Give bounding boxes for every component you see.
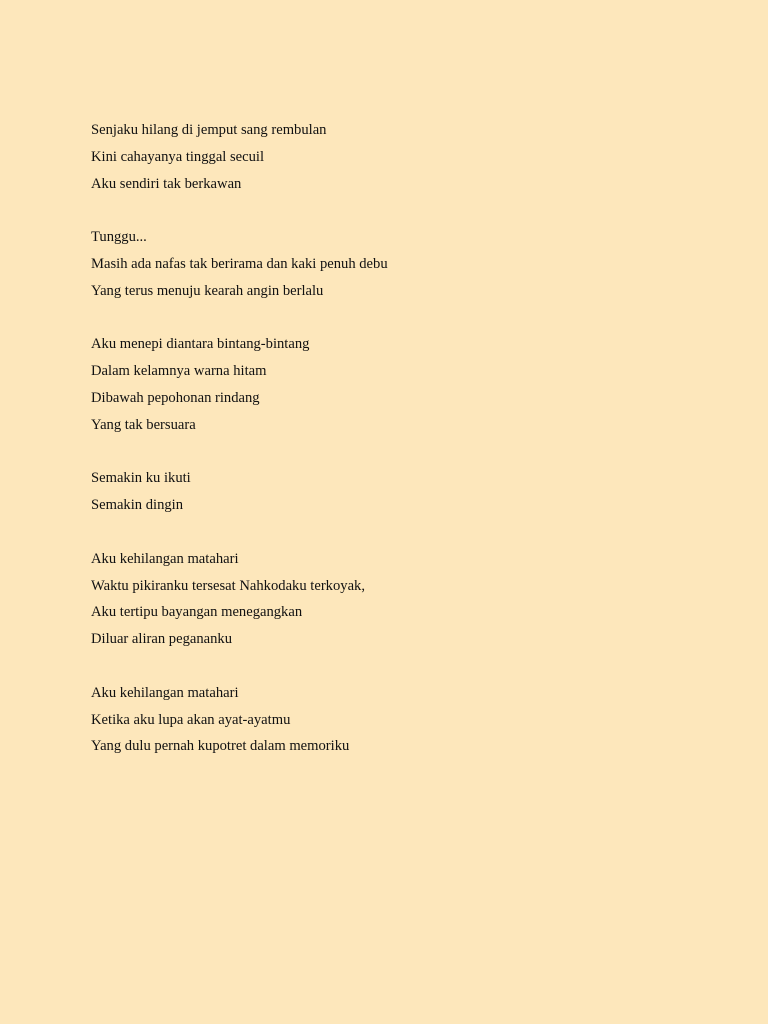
poem-line: Dibawah pepohonan rindang [91, 389, 260, 406]
stanza-2 [91, 224, 711, 304]
poem-line: Aku kehilangan matahari [91, 684, 239, 701]
poem-line: Ketika aku lupa akan ayat-ayatmu [91, 711, 291, 728]
stanza-3 [91, 331, 711, 438]
poem-line: Tunggu... [91, 229, 147, 246]
poem-line: Aku kehilangan matahari [91, 550, 239, 567]
poem [91, 117, 711, 787]
stanza-5 [91, 546, 711, 653]
stanza-1 [91, 117, 711, 197]
stanza-6 [91, 680, 711, 760]
poem-line: Waktu pikiranku tersesat Nahkodaku terkoyak, [91, 577, 365, 594]
poem-line: Aku tertipu bayangan menegangkan [91, 604, 303, 621]
poem-line: Yang terus menuju kearah angin berlalu [91, 282, 324, 299]
poem-line: Senjaku hilang di jemput sang rembulan [91, 122, 327, 138]
poem-line: Semakin ku ikuti [91, 470, 191, 487]
poem-line: Kini cahayanya tinggal secuil [91, 148, 265, 165]
poem-line: Yang tak bersuara [91, 416, 196, 433]
poem-line: Masih ada nafas tak berirama dan kaki penuh debu [91, 255, 388, 272]
poem-line: Diluar aliran pegananku [91, 631, 233, 648]
poem-line: Dalam kelamnya warna hitam [91, 363, 267, 380]
poem-line: Yang dulu pernah kupotret dalam memoriku [91, 738, 350, 755]
poem-line: Aku menepi diantara bintang-bintang [91, 336, 310, 353]
poem-line: Semakin dingin [91, 497, 184, 514]
stanza-4 [91, 465, 711, 519]
poem-line: Aku sendiri tak berkawan [91, 175, 242, 192]
